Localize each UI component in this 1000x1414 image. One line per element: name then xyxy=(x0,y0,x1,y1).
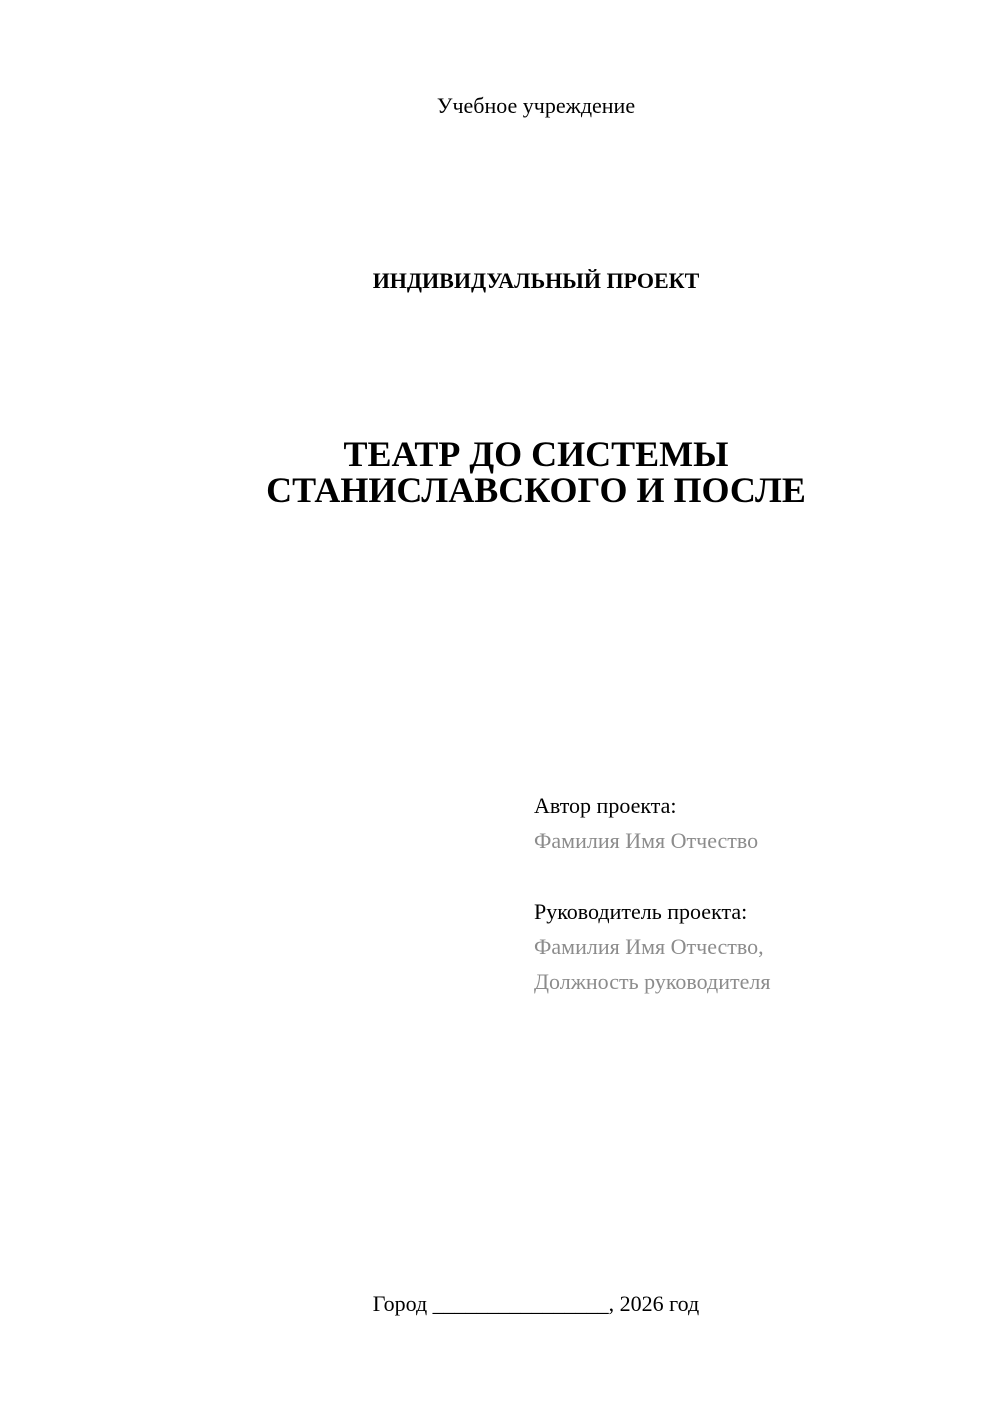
city-year-line: Город ________________, 2026 год xyxy=(372,1291,700,1316)
project-title xyxy=(0,436,1000,508)
project-title-line-1: ТЕАТР ДО СИСТЕМЫ xyxy=(343,434,729,474)
author-label: Автор проекта: xyxy=(534,793,677,818)
supervisor-name: Фамилия Имя Отчество, xyxy=(534,934,764,959)
institution-name: Учебное учреждение xyxy=(436,93,636,118)
project-info-block xyxy=(534,788,974,999)
document-type: ИНДИВИДУАЛЬНЫЙ ПРОЕКТ xyxy=(372,268,700,293)
supervisor-label: Руководитель проекта: xyxy=(534,899,748,924)
info-spacer xyxy=(534,858,974,894)
project-title-line-2: СТАНИСЛАВСКОГО И ПОСЛЕ xyxy=(266,470,806,510)
supervisor-position: Должность руководителя xyxy=(534,969,771,994)
author-name: Фамилия Имя Отчество xyxy=(534,828,759,853)
